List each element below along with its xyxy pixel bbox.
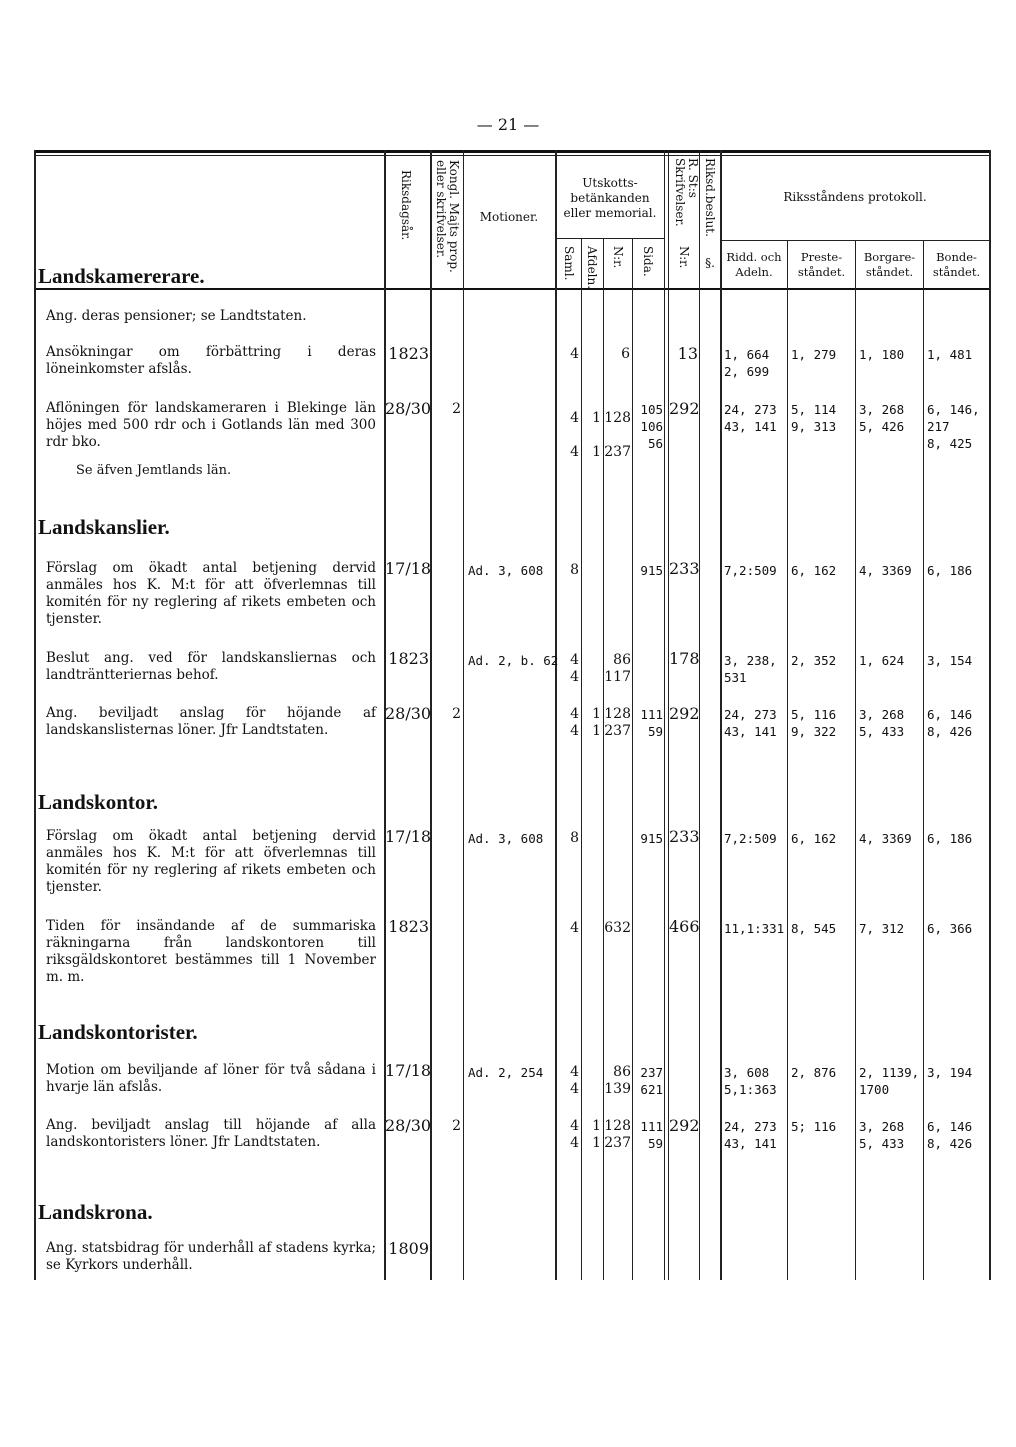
header-riksd-beslut: Riksd.beslut. — [703, 158, 717, 237]
cell-afdeln: 1 1 — [592, 706, 601, 739]
cell-ridd: 11,1:331 — [724, 921, 785, 936]
cell-rst: 292 — [669, 704, 700, 723]
cell-year: 28/30 — [385, 704, 432, 723]
cell-bonde: 6, 186 — [927, 831, 973, 846]
cell-borgare: 3, 268 5, 433 — [859, 707, 905, 739]
entry-text: Se äfven Jemtlands län. — [76, 463, 232, 478]
cell-ridd: 24, 273 43, 141 — [724, 707, 777, 739]
cell-preste: 5, 116 9, 322 — [791, 707, 837, 739]
cell-sida: 915 — [640, 563, 663, 578]
cell-preste: 1, 279 — [791, 347, 837, 362]
section-title: Landskrona. — [38, 1200, 153, 1224]
cell-bonde: 6, 146, 217 8, 425 — [927, 402, 980, 451]
cell-year: 28/30 — [385, 399, 432, 418]
cell-nr: 86 117 — [604, 652, 631, 685]
entry-text: Ang. beviljadt anslag för höjande af landskanslisternas löner. Jfr Landtstaten. — [46, 705, 376, 738]
cell-bonde: 6, 146 8, 426 — [927, 1119, 973, 1151]
cell-borgare: 4, 3369 — [859, 831, 912, 846]
cell-nr: 128 237 — [604, 1118, 631, 1151]
cell-nr: 128 237 — [604, 410, 631, 460]
cell-bonde: 1, 481 — [927, 347, 973, 362]
cell-year: 17/18 — [385, 827, 432, 846]
cell-saml: 8 — [570, 562, 579, 578]
header-kongl: Kongl. Majts prop. eller skrifvelser. — [434, 160, 461, 273]
section-title: Landskanslier. — [38, 515, 170, 539]
entry-text: Beslut ang. ved för landskansliernas och landträntteriernas behof. — [46, 650, 376, 683]
cell-year: 1823 — [388, 649, 429, 668]
header-preste: Preste- ståndet. — [797, 250, 846, 279]
cell-saml: 4 4 — [570, 652, 579, 685]
cell-afdeln: 1 1 — [592, 1118, 601, 1151]
cell-year: 1823 — [388, 917, 429, 936]
page-number: — 21 — — [476, 115, 540, 134]
cell-borgare: 2, 1139, 1700 — [859, 1065, 920, 1097]
header-afdeln: Afdeln. — [585, 246, 599, 290]
cell-bonde: 6, 146 8, 426 — [927, 707, 973, 739]
cell-bonde: 6, 186 — [927, 563, 973, 578]
cell-motion: Ad. 2, 254 — [468, 1065, 544, 1080]
cell-motion: Ad. 3, 608 — [468, 831, 544, 846]
cell-ridd: 7,2:509 — [724, 831, 777, 846]
header-riksstandens: Riksståndens protokoll. — [783, 190, 927, 204]
cell-nr: 86 139 — [604, 1064, 631, 1097]
cell-preste: 5, 114 9, 313 — [791, 402, 837, 434]
cell-saml: 4 — [570, 920, 579, 936]
cell-saml: 4 4 — [570, 1118, 579, 1151]
cell-year: 17/18 — [385, 559, 432, 578]
cell-ridd: 3, 238, 531 — [724, 653, 777, 685]
cell-borgare: 3, 268 5, 426 — [859, 402, 905, 434]
section-title: Landskontor. — [38, 790, 159, 814]
cell-motion: Ad. 2, b. 62 — [468, 653, 559, 668]
cell-saml: 4 4 — [570, 410, 579, 460]
section-title: Landskontorister. — [38, 1020, 198, 1044]
entry-text: Förslag om ökadt antal betjening dervid anmäles hos K. M:t för att öfverlemnas till komitén för ny reglering af rikets embeten och tjenster. — [46, 560, 376, 627]
entry-text: Motion om beviljande af löner för två sådana i hvarje län afslås. — [46, 1062, 376, 1095]
cell-saml: 4 — [570, 346, 579, 362]
header-nr2: N:r. — [677, 246, 691, 269]
cell-sida: 111 59 — [640, 707, 663, 739]
cell-rst: 233 — [669, 559, 700, 578]
entry-text: Förslag om ökadt antal betjening dervid anmäles hos K. M:t för att öfverlemnas till komitén för ny reglering af rikets embeten och tjenster. — [46, 828, 376, 895]
cell-rst: 178 — [669, 649, 700, 668]
cell-nr: 128 237 — [604, 706, 631, 739]
header-nr: N:r. — [611, 246, 625, 269]
cell-nr: 632 — [604, 920, 631, 936]
header-saml: Saml. — [562, 246, 576, 281]
cell-sida: 111 59 — [640, 1119, 663, 1151]
cell-borgare: 7, 312 — [859, 921, 905, 936]
cell-motion: Ad. 3, 608 — [468, 563, 544, 578]
cell-ridd: 24, 273 43, 141 — [724, 1119, 777, 1151]
cell-bonde: 3, 194 — [927, 1065, 973, 1080]
entry-text: Aflöningen för landskameraren i Blekinge län höjes med 500 rdr och i Gotlands län med 300 rdr bko. — [46, 400, 376, 450]
entry-text: Tiden för insändande af de summariska räkningarna från landskontoren till riksgäldskontoret bestämmes till 1 November m. m. — [46, 918, 376, 985]
cell-sida: 915 — [640, 831, 663, 846]
entry-text: Ang. deras pensioner; se Landtstaten. — [46, 308, 307, 324]
header-bonde: Bonde- ståndet. — [932, 250, 981, 279]
cell-borgare: 1, 624 — [859, 653, 905, 668]
cell-nr: 6 — [621, 346, 630, 362]
cell-rst: 233 — [669, 827, 700, 846]
header-riksdagsar: Riksdagsår. — [399, 170, 413, 241]
entry-text: Ansökningar om förbättring i deras löneinkomster afslås. — [46, 344, 376, 377]
cell-rst: 292 — [669, 1116, 700, 1135]
cell-sida: 237 621 — [640, 1065, 663, 1097]
header-utskotts: Utskotts- betänkanden eller memorial. — [563, 176, 657, 220]
header-paragraph: §. — [705, 256, 715, 270]
cell-ridd: 1, 664 2, 699 — [724, 347, 770, 379]
cell-rst: 466 — [669, 917, 700, 936]
cell-borgare: 1, 180 — [859, 347, 905, 362]
cell-preste: 2, 352 — [791, 653, 837, 668]
cell-preste: 6, 162 — [791, 831, 837, 846]
cell-saml: 4 4 — [570, 1064, 579, 1097]
cell-rst: 292 — [669, 399, 700, 418]
cell-saml: 8 — [570, 830, 579, 846]
cell-preste: 5; 116 — [791, 1119, 837, 1134]
cell-kongl: 2 — [452, 401, 461, 417]
cell-year: 1823 — [388, 344, 429, 363]
entry-text: Ang. statsbidrag för underhåll af stadens kyrka; se Kyrkors underhåll. — [46, 1240, 376, 1273]
cell-ridd: 7,2:509 — [724, 563, 777, 578]
cell-ridd: 3, 608 5,1:363 — [724, 1065, 777, 1097]
cell-kongl: 2 — [452, 1118, 461, 1134]
cell-afdeln: 1 1 — [592, 410, 601, 460]
entry-text: Ang. beviljadt anslag till höjande af alla landskontoristers löner. Jfr Landtstaten. — [46, 1117, 376, 1150]
header-sida: Sida. — [641, 246, 655, 277]
cell-year: 1809 — [388, 1239, 429, 1258]
cell-saml: 4 4 — [570, 706, 579, 739]
cell-bonde: 3, 154 — [927, 653, 973, 668]
cell-bonde: 6, 366 — [927, 921, 973, 936]
header-borgare: Borgare- ståndet. — [863, 250, 916, 279]
cell-sida: 105 106 56 — [640, 402, 663, 451]
header-motioner: Motioner. — [479, 210, 539, 224]
cell-preste: 6, 162 — [791, 563, 837, 578]
cell-borgare: 3, 268 5, 433 — [859, 1119, 905, 1151]
section-title: Landskamererare. — [38, 264, 205, 288]
cell-rst: 13 — [677, 344, 698, 363]
cell-preste: 8, 545 — [791, 921, 837, 936]
header-r-sts-skrifvelser: R. St:s Skrifvelser. — [673, 158, 700, 227]
header-ridd: Ridd. och Adeln. — [726, 250, 782, 279]
cell-kongl: 2 — [452, 706, 461, 722]
cell-ridd: 24, 273 43, 141 — [724, 402, 777, 434]
cell-borgare: 4, 3369 — [859, 563, 912, 578]
cell-year: 28/30 — [385, 1116, 432, 1135]
cell-preste: 2, 876 — [791, 1065, 837, 1080]
cell-year: 17/18 — [385, 1061, 432, 1080]
